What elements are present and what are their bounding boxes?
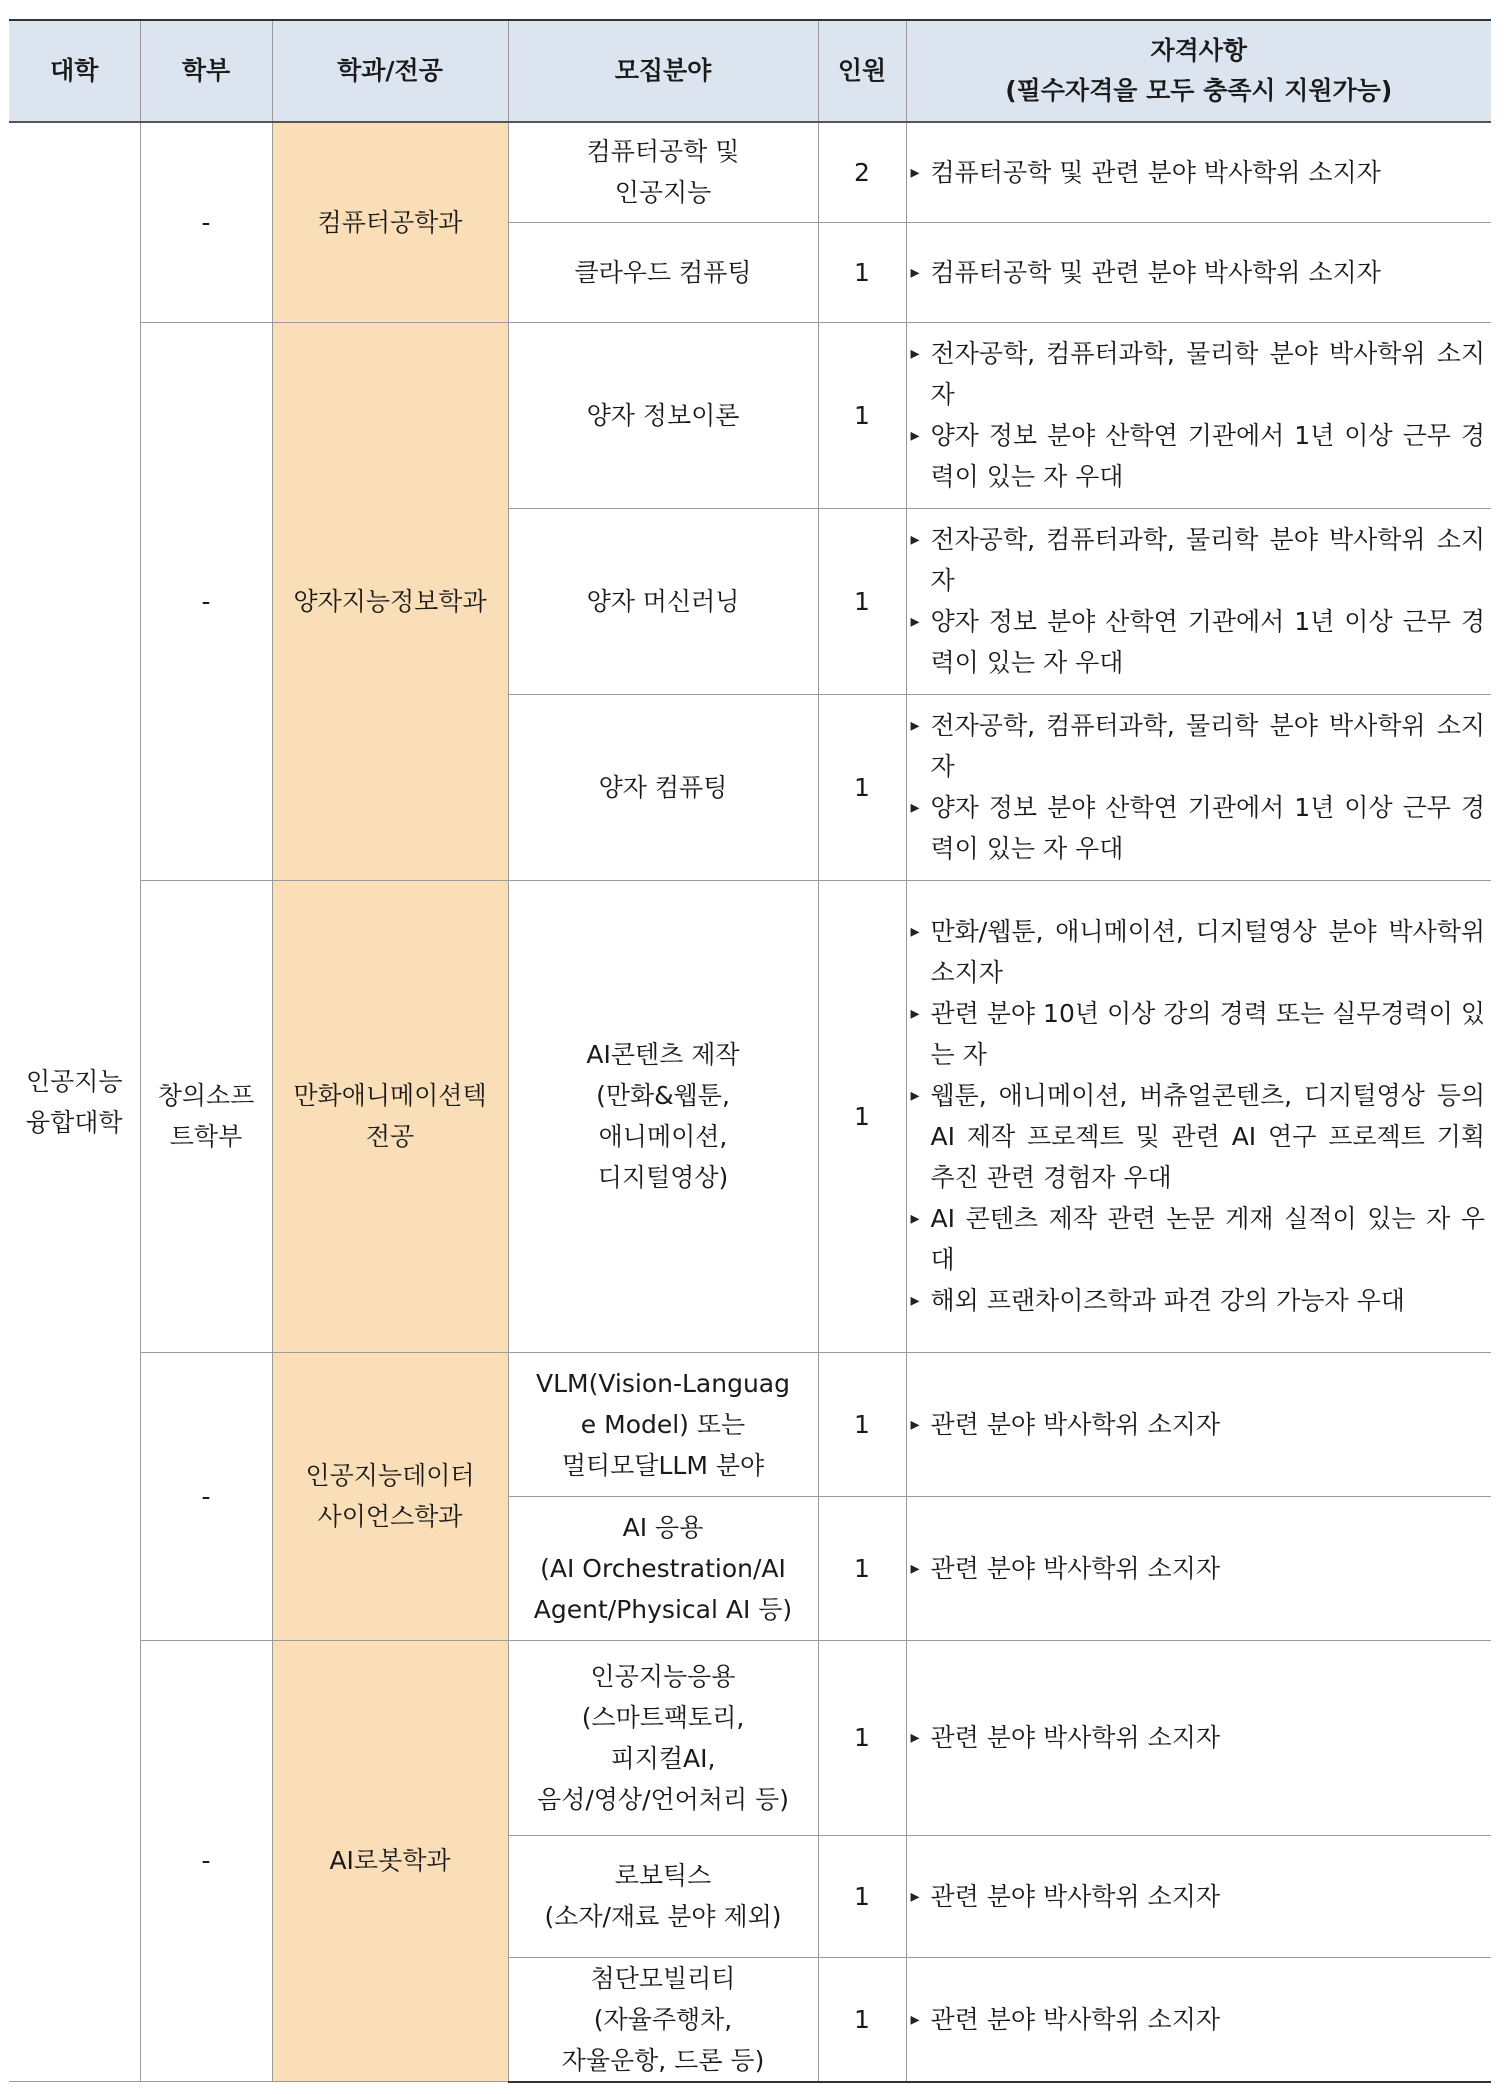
field-cell: VLM(Vision-Languag e Model) 또는 멀티모달LLM 분야 xyxy=(508,1352,818,1496)
field-cell: 첨단모빌리티 (자율주행차, 자율운항, 드론 등) xyxy=(508,1957,818,2082)
qualification-item: ▸ 관련 분야 박사학위 소지자 xyxy=(913,1876,1486,1917)
qualification-item: ▸ 컴퓨터공학 및 관련 분야 박사학위 소지자 xyxy=(913,152,1486,193)
count-cell: 1 xyxy=(818,1835,906,1957)
header-field: 모집분야 xyxy=(508,20,818,122)
count-cell: 1 xyxy=(818,1352,906,1496)
school-cell: - xyxy=(140,1352,272,1640)
qualification-cell xyxy=(906,880,1491,1352)
qualification-item: ▸ 해외 프랜차이즈학과 파견 강의 가능자 우대 xyxy=(913,1280,1486,1321)
field-cell: 양자 컴퓨팅 xyxy=(508,694,818,880)
department-cell: AI로봇학과 xyxy=(272,1640,508,2082)
qualification-list xyxy=(913,1999,1486,2040)
table-row xyxy=(9,880,1491,1352)
qualification-cell xyxy=(906,222,1491,322)
table-row xyxy=(9,322,1491,508)
field-cell: 양자 머신러닝 xyxy=(508,508,818,694)
header-school: 학부 xyxy=(140,20,272,122)
qualification-item: ▸ 양자 정보 분야 산학연 기관에서 1년 이상 근무 경력이 있는 자 우대 xyxy=(913,601,1486,683)
qualification-item: ▸ 관련 분야 박사학위 소지자 xyxy=(913,1548,1486,1589)
field-cell: 컴퓨터공학 및 인공지능 xyxy=(508,122,818,222)
qualification-item: ▸ 양자 정보 분야 산학연 기관에서 1년 이상 근무 경력이 있는 자 우대 xyxy=(913,787,1486,869)
table-row xyxy=(9,1640,1491,1835)
qualification-list xyxy=(913,1404,1486,1445)
qualification-item: ▸ 관련 분야 박사학위 소지자 xyxy=(913,1717,1486,1758)
qualification-cell xyxy=(906,1957,1491,2082)
count-cell: 1 xyxy=(818,508,906,694)
qualification-cell xyxy=(906,694,1491,880)
qualification-cell xyxy=(906,508,1491,694)
qualification-cell xyxy=(906,1496,1491,1640)
count-cell: 1 xyxy=(818,222,906,322)
qualification-item: ▸ 양자 정보 분야 산학연 기관에서 1년 이상 근무 경력이 있는 자 우대 xyxy=(913,415,1486,497)
qualification-item: ▸ 컴퓨터공학 및 관련 분야 박사학위 소지자 xyxy=(913,252,1486,293)
department-cell: 양자지능정보학과 xyxy=(272,322,508,880)
school-cell: - xyxy=(140,122,272,322)
qualification-item: ▸ 관련 분야 박사학위 소지자 xyxy=(913,1999,1486,2040)
count-cell: 1 xyxy=(818,1957,906,2082)
header-qualification: 자격사항 (필수자격을 모두 충족시 지원가능) xyxy=(906,20,1491,122)
count-cell: 1 xyxy=(818,322,906,508)
header-college: 대학 xyxy=(9,20,140,122)
qualification-cell xyxy=(906,322,1491,508)
header-department: 학과/전공 xyxy=(272,20,508,122)
qualification-list xyxy=(913,1717,1486,1758)
count-cell: 1 xyxy=(818,1640,906,1835)
qualification-cell xyxy=(906,1835,1491,1957)
qualification-item: ▸ 전자공학, 컴퓨터과학, 물리학 분야 박사학위 소지자 xyxy=(913,333,1486,415)
qualification-list xyxy=(913,1548,1486,1589)
school-cell: - xyxy=(140,322,272,880)
qualification-item: ▸ 웹툰, 애니메이션, 버츄얼콘텐츠, 디지털영상 등의 AI 제작 프로젝트 및 관련 AI 연구 프로젝트 기획 추진 관련 경험자 우대 xyxy=(913,1075,1486,1198)
qualification-list xyxy=(913,519,1486,683)
qualification-cell xyxy=(906,1640,1491,1835)
department-cell: 만화애니메이션텍 전공 xyxy=(272,880,508,1352)
header-count: 인원 xyxy=(818,20,906,122)
field-cell: 인공지능응용 (스마트팩토리, 피지컬AI, 음성/영상/언어처리 등) xyxy=(508,1640,818,1835)
field-cell: 로보틱스 (소자/재료 분야 제외) xyxy=(508,1835,818,1957)
qualification-cell xyxy=(906,122,1491,222)
qualification-item: ▸ 관련 분야 10년 이상 강의 경력 또는 실무경력이 있는 자 xyxy=(913,993,1486,1075)
count-cell: 1 xyxy=(818,1496,906,1640)
qualification-item: ▸ 만화/웹툰, 애니메이션, 디지털영상 분야 박사학위 소지자 xyxy=(913,911,1486,993)
qualification-list xyxy=(913,252,1486,293)
qualification-item: ▸ 관련 분야 박사학위 소지자 xyxy=(913,1404,1486,1445)
qualification-list xyxy=(913,911,1486,1321)
qualification-list xyxy=(913,333,1486,497)
field-cell: 클라우드 컴퓨팅 xyxy=(508,222,818,322)
field-cell: AI콘텐츠 제작 (만화&웹툰, 애니메이션, 디지털영상) xyxy=(508,880,818,1352)
field-cell: 양자 정보이론 xyxy=(508,322,818,508)
count-cell: 1 xyxy=(818,694,906,880)
college-cell: 인공지능 융합대학 xyxy=(9,122,140,2082)
count-cell: 1 xyxy=(818,880,906,1352)
school-cell: 창의소프 트학부 xyxy=(140,880,272,1352)
qualification-item: ▸ AI 콘텐츠 제작 관련 논문 게재 실적이 있는 자 우대 xyxy=(913,1198,1486,1280)
header-row xyxy=(9,20,1491,122)
qualification-item: ▸ 전자공학, 컴퓨터과학, 물리학 분야 박사학위 소지자 xyxy=(913,519,1486,601)
department-cell: 컴퓨터공학과 xyxy=(272,122,508,322)
table-row xyxy=(9,122,1491,222)
qualification-list xyxy=(913,1876,1486,1917)
field-cell: AI 응용 (AI Orchestration/AI Agent/Physical AI 등) xyxy=(508,1496,818,1640)
recruitment-table xyxy=(9,19,1491,2083)
qualification-cell xyxy=(906,1352,1491,1496)
count-cell: 2 xyxy=(818,122,906,222)
qualification-list xyxy=(913,705,1486,869)
qualification-item: ▸ 전자공학, 컴퓨터과학, 물리학 분야 박사학위 소지자 xyxy=(913,705,1486,787)
table-row xyxy=(9,1352,1491,1496)
table-body xyxy=(9,122,1491,2082)
qualification-list xyxy=(913,152,1486,193)
school-cell: - xyxy=(140,1640,272,2082)
department-cell: 인공지능데이터 사이언스학과 xyxy=(272,1352,508,1640)
